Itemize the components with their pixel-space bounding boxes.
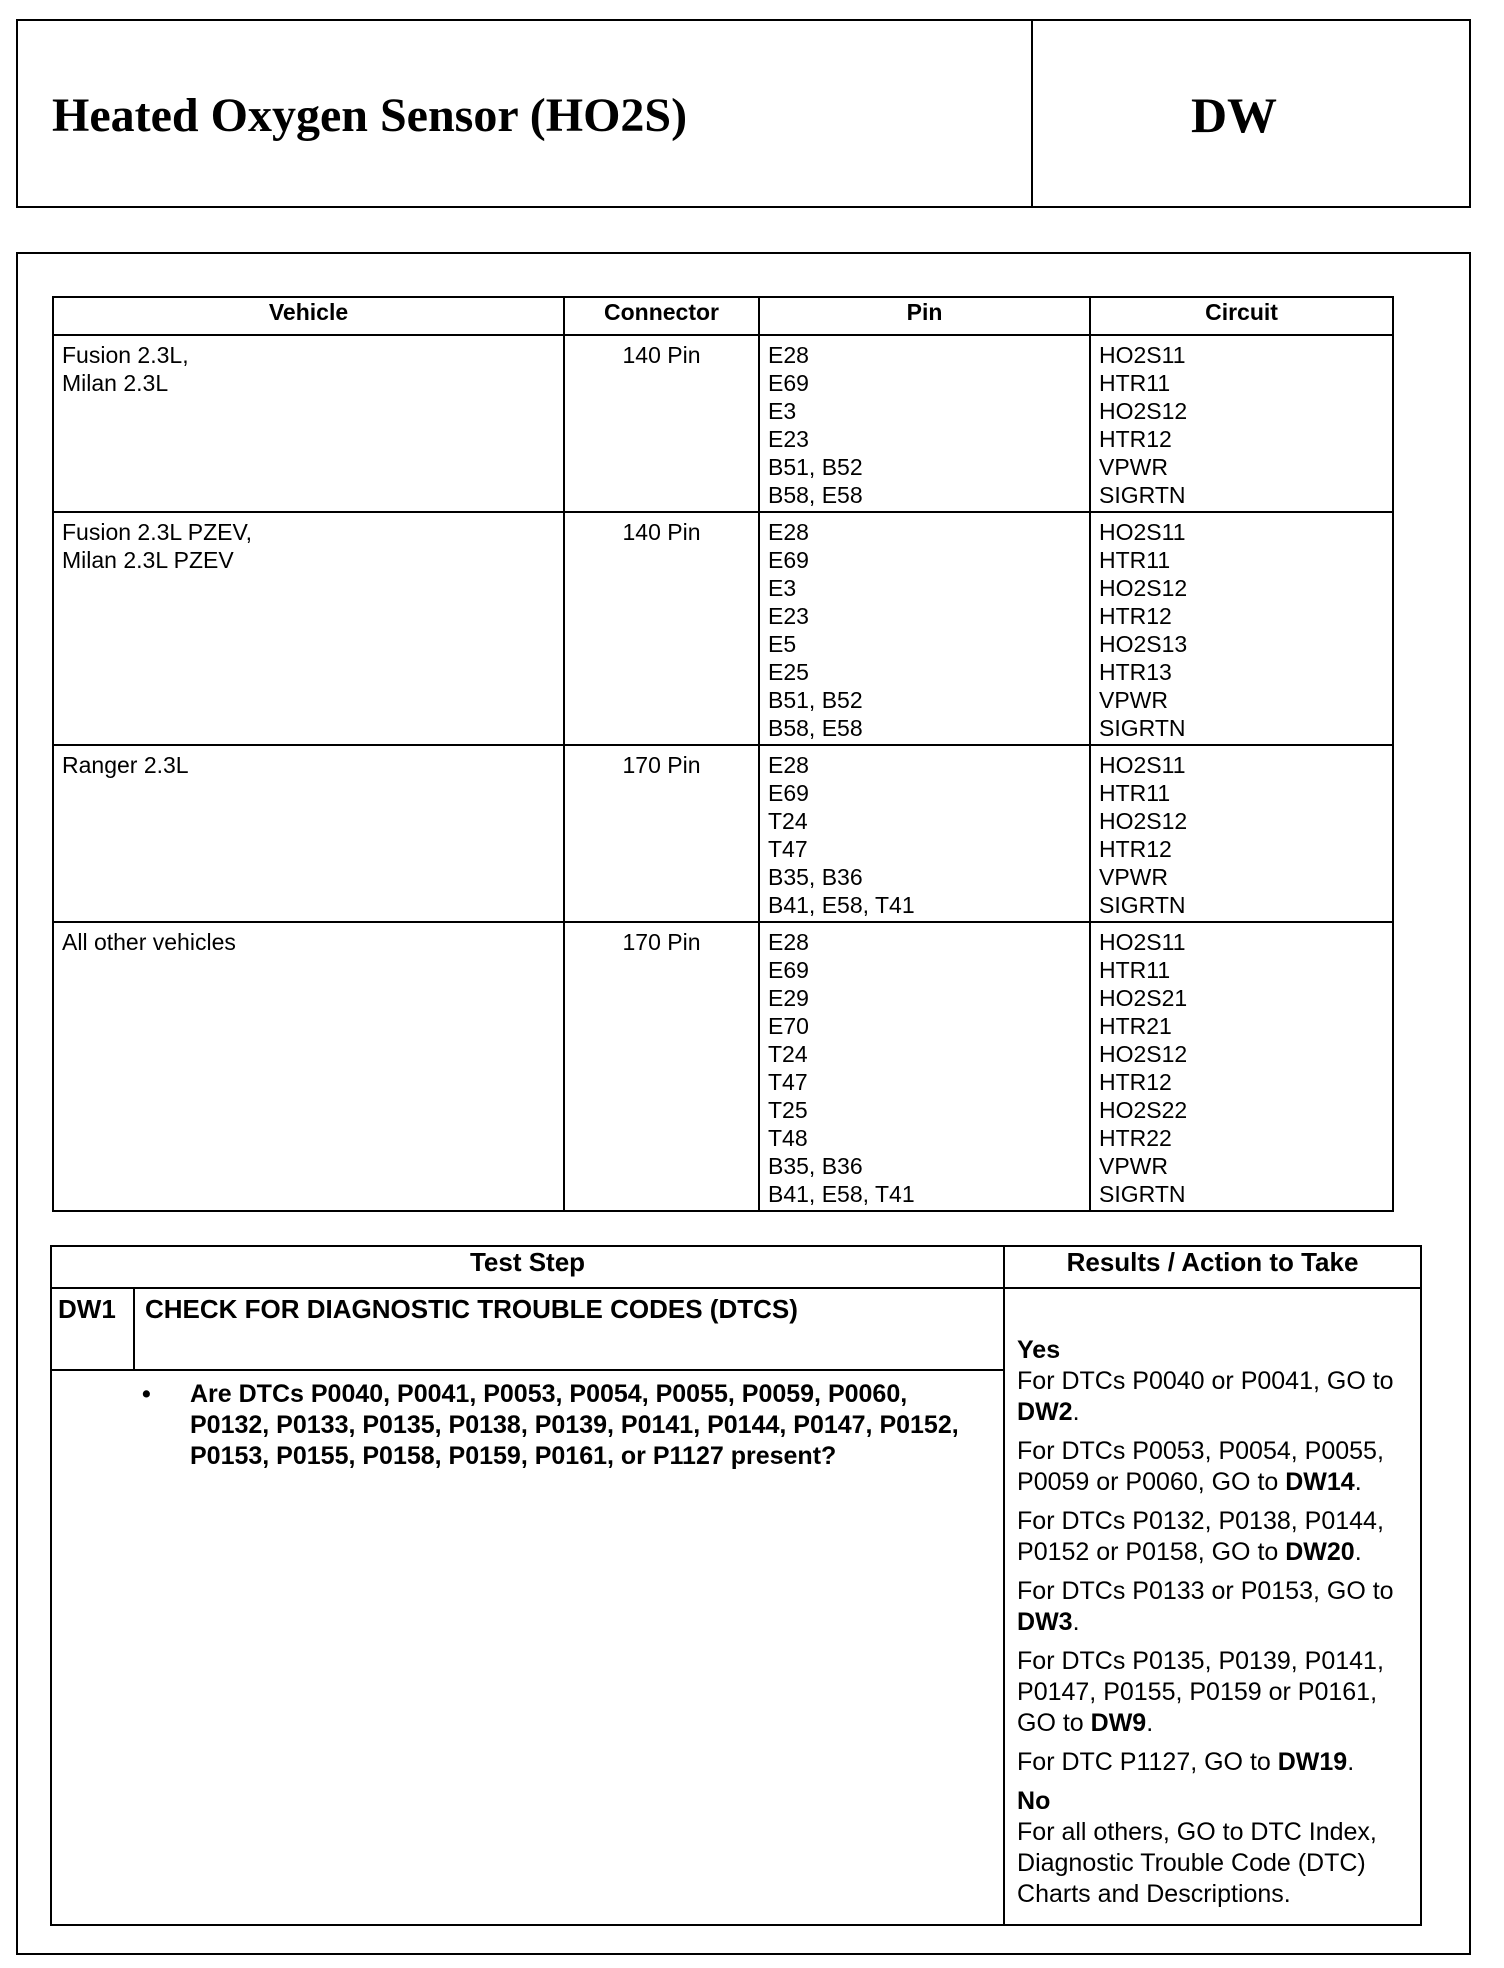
pin-cell xyxy=(759,335,1090,512)
pin-cell-line: B41, E58, T41 xyxy=(768,892,915,918)
vehicle-cell xyxy=(53,745,564,922)
test-table-header xyxy=(51,1246,1421,1288)
pin-cell-line: E69 xyxy=(768,780,809,806)
pin-cell-line: E69 xyxy=(768,370,809,396)
table-row xyxy=(53,745,1393,922)
pin-cell xyxy=(759,512,1090,745)
circuit-cell xyxy=(1090,745,1393,922)
yes-action-5: For DTC P1127, GO to DW19. xyxy=(1017,1748,1355,1776)
circuit-cell-line: HO2S11 xyxy=(1099,519,1186,545)
column-header-results: Results / Action to Take xyxy=(1004,1246,1421,1288)
vehicle-cell-line: Milan 2.3L PZEV xyxy=(62,547,234,573)
goto-target: DW9 xyxy=(1090,1709,1147,1737)
yes-action-0: For DTCs P0040 or P0041, GO to DW2. xyxy=(1017,1367,1394,1426)
circuit-cell xyxy=(1090,922,1393,1211)
goto-target: DW14 xyxy=(1285,1468,1355,1496)
no-label: No xyxy=(1017,1787,1051,1815)
circuit-cell xyxy=(1090,512,1393,745)
circuit-cell-line: HTR21 xyxy=(1099,1013,1172,1039)
section-code: DW xyxy=(1190,87,1278,143)
goto-target: DW20 xyxy=(1285,1538,1355,1566)
test-step-table xyxy=(50,1245,1422,1926)
pin-cell-line: B58, E58 xyxy=(768,715,863,741)
circuit-cell-line: HO2S21 xyxy=(1099,985,1188,1011)
circuit-cell-line: SIGRTN xyxy=(1099,1181,1186,1207)
step-id: DW1 xyxy=(51,1288,134,1370)
circuit-cell-line: SIGRTN xyxy=(1099,892,1186,918)
circuit-cell-line: SIGRTN xyxy=(1099,482,1186,508)
circuit-cell-line: HO2S11 xyxy=(1099,929,1186,955)
table-row xyxy=(53,922,1393,1211)
no-block xyxy=(1017,1786,1410,1910)
column-header-vehicle: Vehicle xyxy=(53,297,564,335)
pin-table xyxy=(52,296,1394,1212)
pin-cell-line: E3 xyxy=(768,398,797,424)
pin-cell-line: E28 xyxy=(768,929,809,955)
pin-cell-line: E29 xyxy=(768,985,809,1011)
pin-cell-line: E28 xyxy=(768,342,809,368)
pin-cell-line: B58, E58 xyxy=(768,482,863,508)
pin-cell-line: T47 xyxy=(768,836,808,862)
vehicle-cell-line: Fusion 2.3L PZEV, xyxy=(62,519,253,545)
circuit-cell-line: HO2S12 xyxy=(1099,398,1188,424)
yes-block xyxy=(1017,1335,1410,1428)
column-header-test-step: Test Step xyxy=(51,1246,1004,1288)
no-action: For all others, GO to DTC Index, Diagnostic Trouble Code (DTC) Charts and Descriptions. xyxy=(1017,1818,1377,1908)
pin-cell-line: E28 xyxy=(768,519,809,545)
circuit-cell-line: HTR11 xyxy=(1099,957,1171,983)
pin-cell-line: E23 xyxy=(768,603,809,629)
circuit-cell-line: VPWR xyxy=(1099,1153,1168,1179)
circuit-cell-line: HO2S12 xyxy=(1099,575,1188,601)
yes-label: Yes xyxy=(1017,1336,1061,1364)
circuit-cell-line: HTR12 xyxy=(1099,1069,1172,1095)
circuit-cell-line: HO2S11 xyxy=(1099,342,1186,368)
pin-cell-line: B51, B52 xyxy=(768,687,863,713)
goto-target: DW3 xyxy=(1017,1608,1073,1636)
circuit-cell-line: HTR12 xyxy=(1099,603,1172,629)
connector-cell: 140 Pin xyxy=(564,335,759,512)
connector-cell: 170 Pin xyxy=(564,745,759,922)
column-header-circuit: Circuit xyxy=(1090,297,1393,335)
pin-cell-line: E25 xyxy=(768,659,809,685)
yes-action-1: For DTCs P0053, P0054, P0055, P0059 or P0060, GO to DW14. xyxy=(1017,1437,1384,1496)
circuit-cell-line: HO2S12 xyxy=(1099,808,1188,834)
connector-cell: 140 Pin xyxy=(564,512,759,745)
pin-cell xyxy=(759,745,1090,922)
circuit-cell-line: HO2S22 xyxy=(1099,1097,1188,1123)
pin-cell-line: B51, B52 xyxy=(768,454,863,480)
step-title-row xyxy=(51,1288,1421,1370)
circuit-cell-line: HTR12 xyxy=(1099,426,1172,452)
table-row xyxy=(53,335,1393,512)
vehicle-cell xyxy=(53,922,564,1211)
results-cell xyxy=(1004,1288,1421,1925)
circuit-cell-line: HO2S11 xyxy=(1099,752,1186,778)
pin-cell-line: T24 xyxy=(768,808,808,834)
pin-cell-line: E5 xyxy=(768,631,797,657)
circuit-cell-line: HTR11 xyxy=(1099,370,1171,396)
pin-table-header xyxy=(53,297,1393,335)
pin-cell-line: E70 xyxy=(768,1013,809,1039)
pin-cell-line: B41, E58, T41 xyxy=(768,1181,915,1207)
circuit-cell-line: VPWR xyxy=(1099,864,1168,890)
goto-target: DW2 xyxy=(1017,1398,1073,1426)
vehicle-cell xyxy=(53,512,564,745)
pin-cell-line: E3 xyxy=(768,575,797,601)
circuit-cell-line: VPWR xyxy=(1099,687,1168,713)
question-text: Are DTCs P0040, P0041, P0053, P0054, P0055, P0059, P0060, P0132, P0133, P0135, P0138, P0139, P0141, P0144, P0147, P0152, P0153, P0155, P0158, P0159, P0161, or P1127 present? xyxy=(190,1380,959,1470)
pin-cell-line: T47 xyxy=(768,1069,808,1095)
circuit-cell-line: HO2S13 xyxy=(1099,631,1188,657)
pin-cell-line: B35, B36 xyxy=(768,1153,863,1179)
pin-cell xyxy=(759,922,1090,1211)
circuit-cell-line: VPWR xyxy=(1099,454,1168,480)
column-header-connector: Connector xyxy=(564,297,759,335)
page-title: Heated Oxygen Sensor (HO2S) xyxy=(52,89,688,142)
column-header-pin: Pin xyxy=(759,297,1090,335)
goto-target: DW19 xyxy=(1277,1748,1348,1776)
pin-cell-line: T24 xyxy=(768,1041,808,1067)
pin-cell-line: B35, B36 xyxy=(768,864,863,890)
question-cell xyxy=(51,1370,1004,1925)
yes-action-2: For DTCs P0132, P0138, P0144, P0152 or P0158, GO to DW20. xyxy=(1017,1507,1384,1566)
circuit-cell xyxy=(1090,335,1393,512)
yes-action-4: For DTCs P0135, P0139, P0141, P0147, P0155, P0159 or P0161, GO to DW9. xyxy=(1017,1647,1384,1737)
pin-cell-line: E69 xyxy=(768,957,809,983)
circuit-cell-line: HTR11 xyxy=(1099,547,1171,573)
vehicle-cell-line: Milan 2.3L xyxy=(62,370,169,396)
pin-cell-line: E69 xyxy=(768,547,809,573)
bullet-icon: • xyxy=(142,1380,151,1408)
circuit-cell-line: HO2S12 xyxy=(1099,1041,1188,1067)
circuit-cell-line: HTR11 xyxy=(1099,780,1171,806)
vehicle-cell-line: Ranger 2.3L xyxy=(62,752,189,778)
table-row xyxy=(53,512,1393,745)
vehicle-cell-line: All other vehicles xyxy=(62,929,236,955)
connector-cell: 170 Pin xyxy=(564,922,759,1211)
circuit-cell-line: HTR12 xyxy=(1099,836,1172,862)
vehicle-cell xyxy=(53,335,564,512)
step-question xyxy=(52,1371,1003,1472)
vehicle-cell-line: Fusion 2.3L, xyxy=(62,342,189,368)
pin-cell-line: T48 xyxy=(768,1125,808,1151)
circuit-cell-line: SIGRTN xyxy=(1099,715,1186,741)
step-title: CHECK FOR DIAGNOSTIC TROUBLE CODES (DTCS) xyxy=(134,1288,1004,1370)
pin-cell-line: E28 xyxy=(768,752,809,778)
yes-action-3: For DTCs P0133 or P0153, GO to DW3. xyxy=(1017,1577,1394,1636)
pin-cell-line: E23 xyxy=(768,426,809,452)
circuit-cell-line: HTR13 xyxy=(1099,659,1172,685)
pin-cell-line: T25 xyxy=(768,1097,808,1123)
circuit-cell-line: HTR22 xyxy=(1099,1125,1172,1151)
